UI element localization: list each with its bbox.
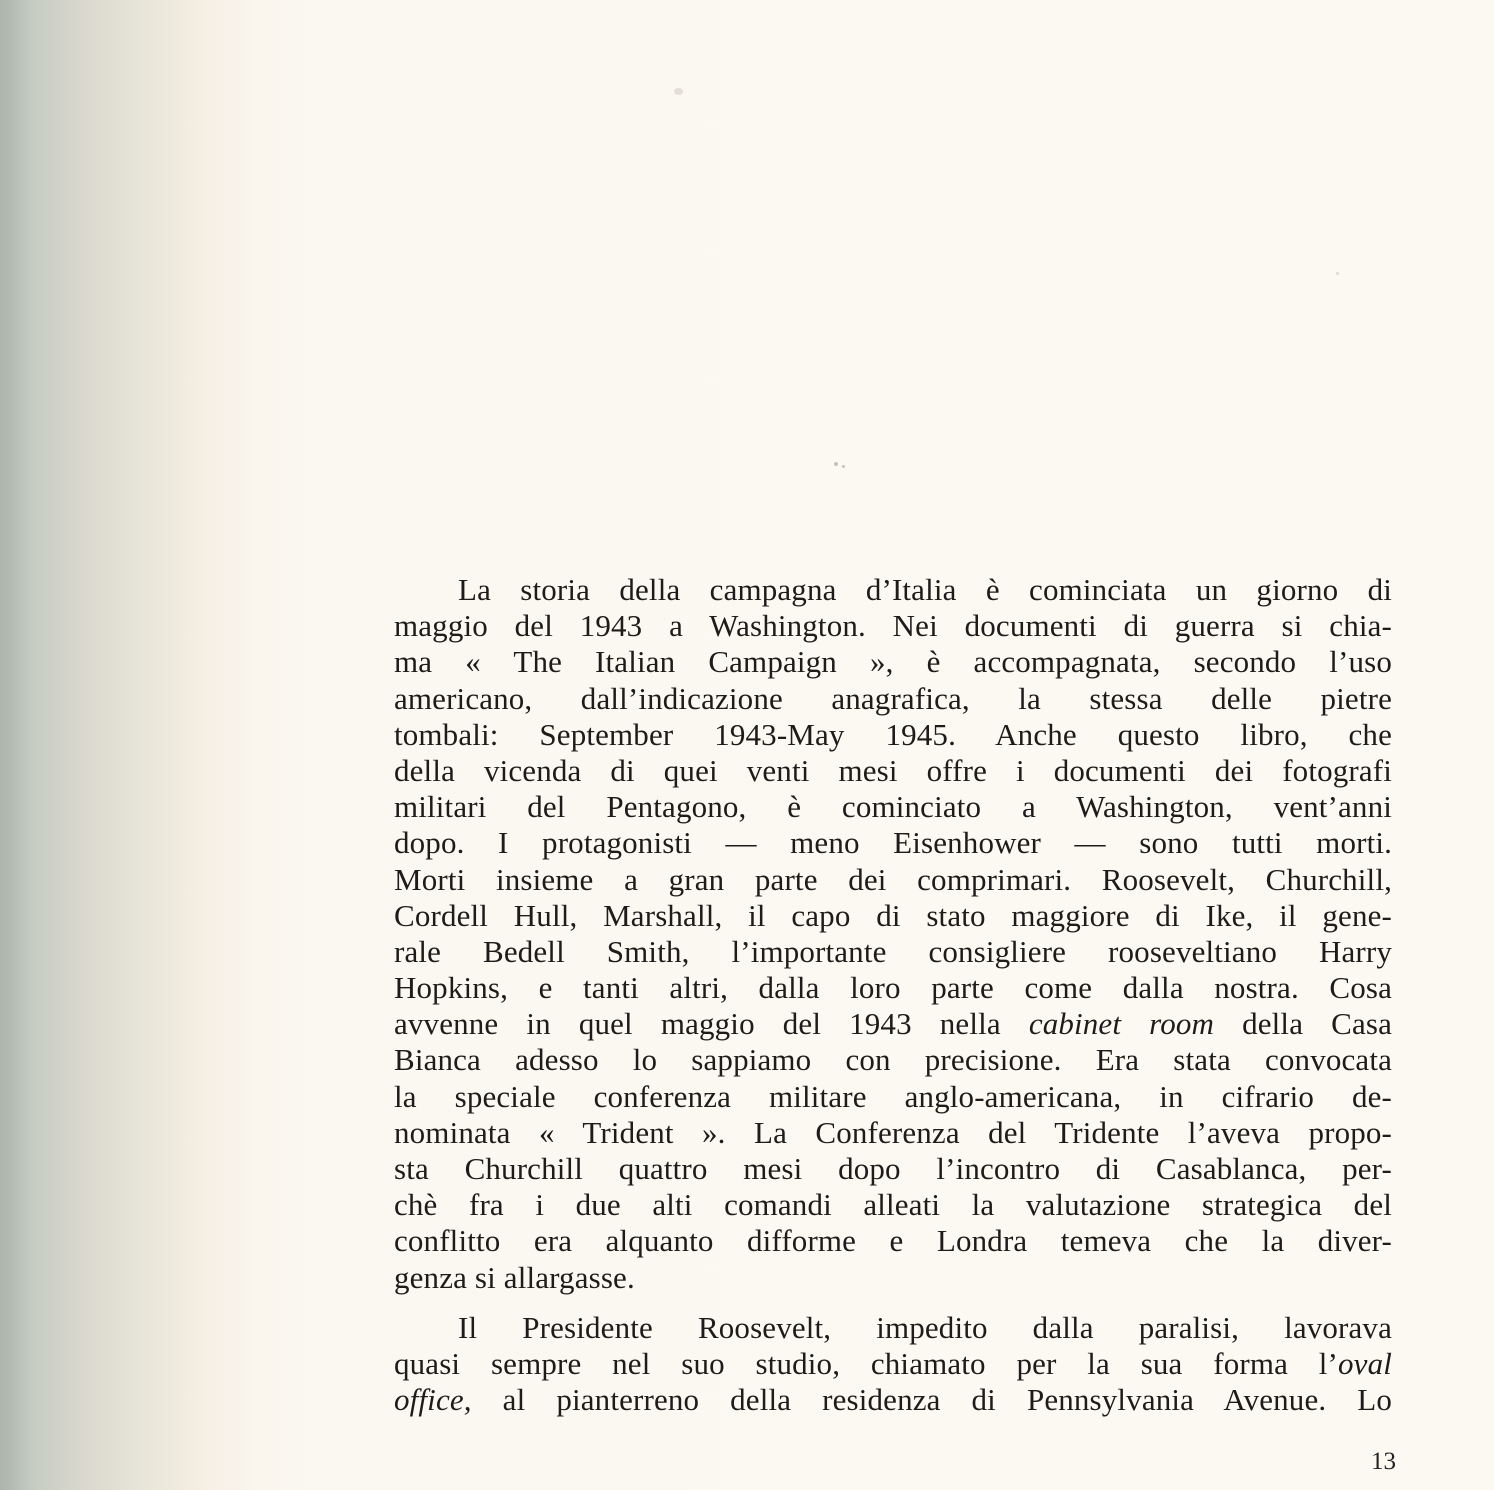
body-text <box>394 572 1392 1418</box>
text-line: sta Churchill quattro mesi dopo l’incontro di Casablanca, per- <box>394 1151 1392 1186</box>
text-segment: avvenne in quel maggio del 1943 nella <box>394 1006 1029 1042</box>
text-line-with-italic <box>394 1346 1392 1382</box>
text-line: della vicenda di quei venti mesi offre i documenti dei fotografi <box>394 752 1392 788</box>
text-line: Bianca adesso lo sappiamo con precisione. Era stata convocata <box>394 1042 1392 1078</box>
paper-speck <box>674 88 683 95</box>
italic-term-cabinet-room: cabinet room <box>1028 1006 1215 1042</box>
book-gutter-shadow <box>0 0 30 1490</box>
text-line: nominata « Trident ». La Conferenza del Tridente l’aveva propo- <box>394 1114 1392 1150</box>
paper-speck <box>834 462 838 466</box>
italic-term-office: office, <box>394 1382 472 1418</box>
text-line: tombali: September 1943-May 1945. Anche questo libro, che <box>394 716 1392 752</box>
text-line: militari del Pentagono, è cominciato a Washington, vent’anni <box>394 789 1392 825</box>
text-line: la speciale conferenza militare anglo-americana, in cifrario de- <box>394 1078 1392 1114</box>
text-segment: della Casa <box>1214 1006 1392 1042</box>
page-number: 13 <box>1371 1448 1396 1475</box>
text-line-with-italic <box>394 1006 1392 1042</box>
text-line: americano, dall’indicazione anagrafica, la stessa delle pietre <box>394 680 1392 716</box>
text-line: dopo. I protagonisti — meno Eisenhower — sono tutti morti. <box>394 825 1392 861</box>
text-line: Cordell Hull, Marshall, il capo di stato maggiore di Ike, il gene- <box>394 897 1392 933</box>
paper-speck <box>1336 272 1339 275</box>
paragraph-gap <box>394 1296 1392 1310</box>
text-segment: al pianterreno della residenza di Pennsylvania Avenue. Lo <box>471 1382 1392 1418</box>
paper-speck <box>842 465 845 468</box>
text-line: genza si allargasse. <box>394 1259 635 1295</box>
text-line: Hopkins, e tanti altri, dalla loro parte come dalla nostra. Cosa <box>394 970 1392 1006</box>
text-line-with-italic <box>394 1382 1392 1418</box>
text-line: maggio del 1943 a Washington. Nei documenti di guerra si chia- <box>394 608 1392 644</box>
text-line: ma « The Italian Campaign », è accompagnata, secondo l’uso <box>394 644 1392 680</box>
text-line: La storia della campagna d’Italia è cominciata un giorno di <box>458 572 1392 607</box>
text-line: Il Presidente Roosevelt, impedito dalla paralisi, lavorava <box>458 1309 1392 1345</box>
text-segment: quasi sempre nel suo studio, chiamato per la sua forma l’ <box>394 1345 1339 1381</box>
text-line: chè fra i due alti comandi alleati la valutazione strategica del <box>394 1187 1392 1223</box>
italic-term-oval: oval <box>1338 1345 1392 1381</box>
text-line: rale Bedell Smith, l’importante consigliere rooseveltiano Harry <box>394 933 1392 969</box>
text-line: conflitto era alquanto difforme e Londra temeva che la diver- <box>394 1223 1392 1259</box>
text-line: Morti insieme a gran parte dei comprimari. Roosevelt, Churchill, <box>394 861 1392 897</box>
